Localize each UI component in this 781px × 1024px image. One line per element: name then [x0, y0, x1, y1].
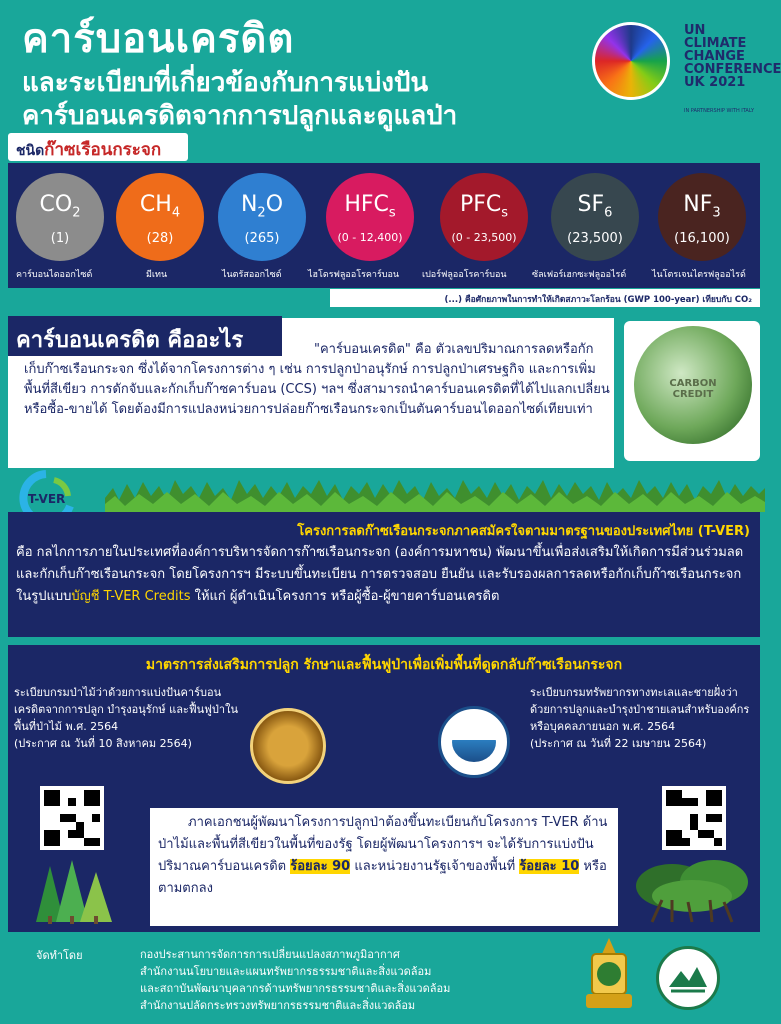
regulation-marine-dept: ระเบียบกรมทรัพยากรทางทะเลและชายฝั่งว่าด้วยการปลูกและบำรุงป่าชายเลนสำหรับองค์กรหรือบุคคลภายนอก พ.ศ. 2564 (ประกาศ ณ วันที่ 22 เมษายน 2564): [530, 686, 750, 750]
qr-code-forest-icon[interactable]: [40, 786, 104, 850]
gas-name-sf6: ซัลเฟอร์เฮกซะฟลูออไรด์: [532, 270, 627, 280]
cop26-logo-text: UN CLIMATE CHANGE CONFERENCE UK 2021: [684, 23, 781, 90]
tver-title: โครงการลดก๊าซเรือนกระจกภาคสมัครใจตามมาตรฐานของประเทศไทย (T-VER): [297, 524, 750, 539]
gwp-note: (...) คือศักยภาพในการทำให้เกิดสภาวะโลกร้อน (GWP 100-year) เทียบกับ CO₂: [330, 289, 760, 307]
gas-circle-co2: $CO_2$ (1): [16, 173, 104, 261]
forest-title: มาตรการส่งเสริมการปลูก รักษาและฟื้นฟูป่าเพื่อเพิ่มพื้นที่ดูดกลับก๊าซเรือนกระจก: [145, 657, 623, 673]
mangrove-trees-icon: [632, 856, 752, 926]
gas-name-ch4: มีเทน: [146, 270, 168, 280]
footer-orgs: [140, 946, 450, 1014]
footer-label: จัดทำโดย: [36, 949, 83, 962]
gas-name-co2: คาร์บอนไดออกไซด์: [16, 270, 93, 280]
ghg-label-prefix: ชนิด: [16, 143, 45, 159]
carbon-credit-text: "คาร์บอนเครดิต" คือ ตัวเลขปริมาณการลดหรือกักเก็บก๊าซเรือนกระจก ซึ่งได้จากโครงการต่าง ๆ เช่น การปลูกป่าอนุรักษ์ การปลูกป่าเศรษฐกิจ และการเพิ่มพื้นที่สีเขียว การดักจับและกักเก็บก๊าซคาร์บอน (CCS) ฯลฯ ซึ่งสามารถนำคาร์บอนเครดิตที่ได้ไปแลกเปลี่ยนหรือซื้อ-ขายได้ โดยต้องมีการแปลงหน่วยการปล่อยก๊าซเรือนกระจกเป็นตันคาร์บอนไดออกไซด์เทียบเท่า: [24, 342, 610, 417]
page-subtitle-line1: และระเบียบที่เกี่ยวข้องกับการแบ่งปัน: [22, 68, 429, 98]
footer-org-line: กองประสานการจัดการการเปลี่ยนแปลงสภาพภูมิอากาศ: [140, 948, 400, 961]
grass-decoration-icon: [105, 470, 765, 512]
gas-name-n2o: ไนตรัสออกไซด์: [222, 270, 282, 280]
gas-name-hfcs: ไฮโดรฟลูออโรคาร์บอน: [308, 270, 400, 280]
ghg-label-highlight: ก๊าซเรือนกระจก: [44, 140, 162, 160]
gas-name-nf3: ไนโตรเจนไตรฟลูออไรด์: [652, 270, 746, 280]
tver-text: คือ กลไกการภายในประเทศที่องค์การบริหารจัดการก๊าซเรือนกระจก (องค์การมหาชน) พัฒนาขึ้นเพื่อส่งเสริมให้เกิดการมีส่วนร่วมลดและกักเก็บก๊าซเรือนกระจก โดยโครงการฯ มีระบบขึ้นทะเบียน การตรวจสอบ ยืนยัน และรับรองผลการลดหรือกักเก็บก๊าซเรือนกระจกในรูปแบบบัญชี T-VER Credits ให้แก่ ผู้ดำเนินโครงการ หรือผู้ซื้อ-ผู้ขายคาร์บอนเครดิต: [16, 545, 744, 604]
tver-logo-text: T-VER: [28, 492, 66, 506]
gas-circle-hfcs: $HFC_s$ (0 - 12,400): [326, 173, 414, 261]
royal-forest-dept-seal-icon: [250, 708, 326, 784]
carbon-credit-title: คาร์บอนเครดิต คืออะไร: [8, 316, 282, 356]
sharing-note-text: ภาคเอกชนผู้พัฒนาโครงการปลูกป่าต้องขึ้นทะเบียนกับโครงการ T-VER ด้านป่าไม้และพื้นที่สีเขียวในพื้นที่ของรัฐ โดยผู้พัฒนาโครงการฯ จะได้รับการแบ่งปันปริมาณคาร์บอนเครดิต ร้อยละ 90 และหน่วยงานรัฐเจ้าของพื้นที่ ร้อยละ 10 หรือตามตกลง: [158, 815, 608, 896]
footer-org-line: และสถาบันพัฒนาบุคลากรด้านทรัพยากรธรรมชาติและสิ่งแวดล้อม: [140, 982, 451, 995]
carbon-credit-image-label: CARBON CREDIT: [669, 378, 717, 400]
gas-name-pfcs: เปอร์ฟลูออโรคาร์บอน: [422, 270, 507, 280]
gas-circle-pfcs: $PFC_s$ (0 - 23,500): [440, 173, 528, 261]
footer-org-line: สำนักงานนโยบายและแผนทรัพยากรธรรมชาติและสิ่งแวดล้อม: [140, 965, 432, 978]
page-title: คาร์บอนเครดิต: [22, 16, 295, 62]
ghg-panel: [8, 163, 760, 288]
ministry-emblem-icon: [578, 936, 640, 1016]
regulation-forest-dept: ระเบียบกรมป่าไม้ว่าด้วยการแบ่งปันคาร์บอนเครดิตจากการปลูก บำรุงอนุรักษ์ และฟื้นฟูป่าในพื้นที่ป่าไม้ พ.ศ. 2564 (ประกาศ ณ วันที่ 10 สิงหาคม 2564): [14, 686, 238, 750]
forest-trees-icon: [22, 856, 118, 926]
footer-org-line: สำนักงานปลัดกระทรวงทรัพยากรธรรมชาติและสิ่งแวดล้อม: [140, 999, 416, 1012]
gas-circle-n2o: $N_2O$ (265): [218, 173, 306, 261]
gas-circle-nf3: $NF_3$ (16,100): [658, 173, 746, 261]
gas-circle-sf6: $SF_6$ (23,500): [551, 173, 639, 261]
page-subtitle-line2: คาร์บอนเครดิตจากการปลูกและดูแลป่า: [22, 101, 458, 131]
cop26-globe-logo-icon: [592, 22, 670, 100]
institute-logo-icon: [656, 946, 720, 1010]
qr-code-marine-icon[interactable]: [662, 786, 726, 850]
cop26-logo-subtext: IN PARTNERSHIP WITH ITALY: [684, 108, 755, 114]
marine-seal-inner-icon: [452, 722, 496, 762]
gas-circle-ch4: $CH_4$ (28): [116, 173, 204, 261]
ghg-section-label: [8, 133, 188, 161]
